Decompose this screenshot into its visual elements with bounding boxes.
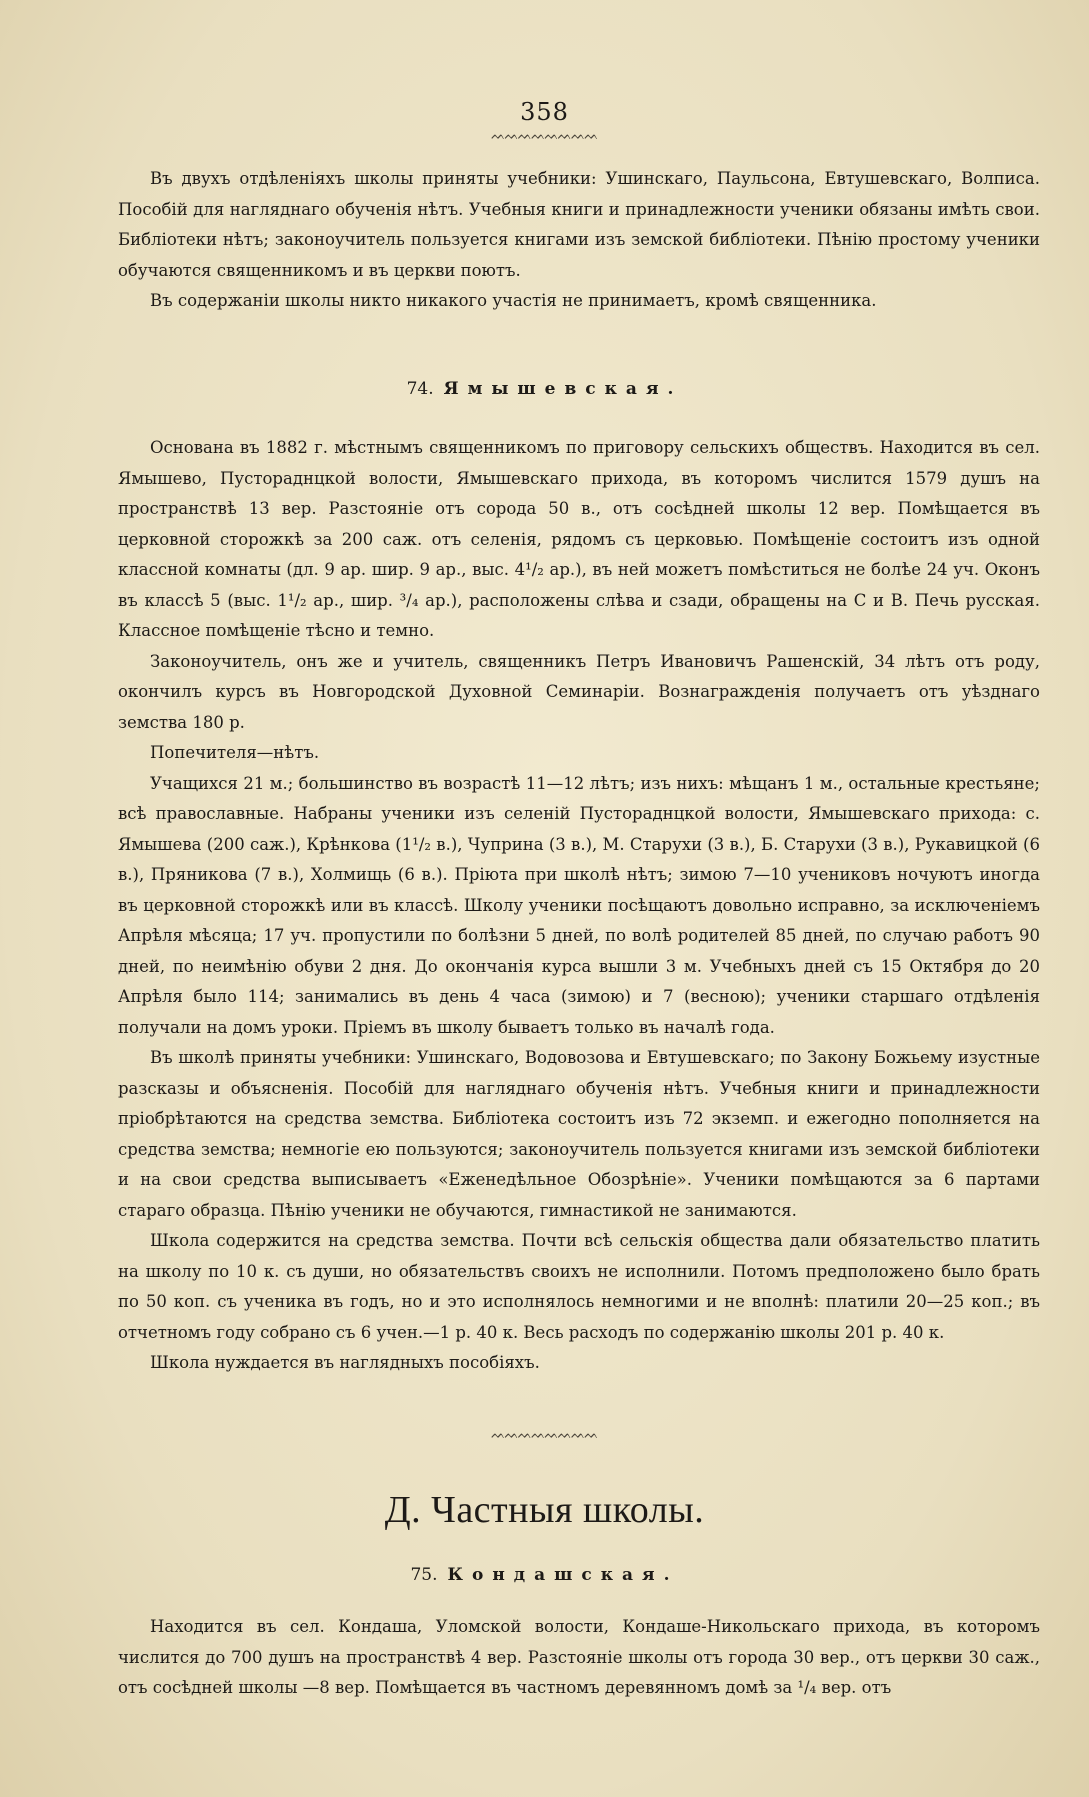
section-heading-74 [0, 379, 1089, 399]
paragraph: Школа содержится на средства земства. Почти всѣ сельскія общества дали обязательство платить на школу по 10 к. съ души, но обязательствъ своихъ не исполнили. Потомъ предположено было брать по 50 коп. съ ученика въ годъ, но и это исполнялось немногими и не вполнѣ: платили 20—25 коп.; въ отчетномъ году собрано съ 6 учен.—1 р. 40 к. Весь расходъ по содержанію школы 201 р. 40 к. [118, 1231, 1040, 1342]
section-title: Кондашская. [447, 1565, 679, 1585]
paragraph: Основана въ 1882 г. мѣстнымъ священникомъ по приговору сельскихъ обществъ. Находится въ сел. Ямышево, Пустораднцкой волости, Ямышевскаго прихода, въ которомъ числится 1579 душъ на пространствѣ 13 вер. Разстояніе отъ сорода 50 в., отъ сосѣдней школы 12 вер. Помѣщается въ церковной сторожкѣ за 200 саж. отъ селенія, рядомъ съ церковью. Помѣщеніе состоитъ изъ одной классной комнаты (дл. 9 ар. шир. 9 ар., выс. 4¹/₂ ар.), въ ней можетъ помѣститься не болѣе 24 уч. Оконъ въ классѣ 5 (выс. 1¹/₂ ар., шир. ³/₄ ар.), расположены слѣва и сзади, обращены на С и В. Печь русская. Классное помѣщеніе тѣсно и темно. [118, 438, 1040, 640]
section-heading-75 [0, 1565, 1089, 1585]
ornament-divider-top: ᨓᨓᨓᨓᨓᨓᨓᨓ [491, 128, 598, 142]
page-number: 358 [520, 98, 569, 126]
paragraph: Въ двухъ отдѣленіяхъ школы приняты учебники: Ушинскаго, Паульсона, Евтушевскаго, Волписа. Пособій для нагляднаго обученія нѣтъ. Учебныя книги и принадлежности ученики обязаны имѣть свои. Библіотеки нѣтъ; законоучитель пользуется книгами изъ земской библіотеки. Пѣнію простому ученики обучаются священникомъ и въ церкви поютъ. [118, 169, 1040, 280]
paragraph: Школа нуждается въ наглядныхъ пособіяхъ. [150, 1353, 540, 1372]
chapter-title: Д. Частныя школы. [384, 1489, 705, 1531]
section-title: Ямышевская. [443, 379, 683, 399]
paragraph: Въ школѣ приняты учебники: Ушинскаго, Водовозова и Евтушевскаго; по Закону Божьему изустные разсказы и объясненія. Пособій для нагляднаго обученія нѣтъ. Учебныя книги и принадлежности пріобрѣтаются на средства земства. Библіотека состоитъ изъ 72 экземп. и ежегодно пополняется на средства земства; немногіе ею пользуются; законоучитель пользуется книгами изъ земской библіотеки и на свои средства выписываетъ «Еженедѣльное Обозрѣніе». Ученики помѣщаются за 6 партами стараго образца. Пѣнію ученики не обучаются, гимнастикой не занимаются. [118, 1048, 1040, 1220]
paragraph: Законоучитель, онъ же и учитель, священникъ Петръ Ивановичъ Рашенскій, 34 лѣтъ отъ роду, окончилъ курсъ въ Новгородской Духовной Семинаріи. Вознагражденія получаетъ отъ уѣзднаго земства 180 р. [118, 651, 1040, 732]
paragraph: Попечителя—нѣтъ. [150, 743, 320, 762]
ornament-divider-middle: ᨓᨓᨓᨓᨓᨓᨓᨓ [491, 1427, 598, 1441]
paragraph: Находится въ сел. Кондаша, Уломской волости, Кондаше-Никольскаго прихода, въ которомъ числится до 700 душъ на пространствѣ 4 вер. Разстояніе школы отъ города 30 вер., отъ церкви 30 саж., отъ сосѣдней школы —8 вер. Помѣщается въ частномъ деревянномъ домѣ за ¹/₄ вер. отъ [118, 1617, 1040, 1697]
text-block-75 [118, 1612, 1040, 1704]
paragraph: Въ содержаніи школы никто никакого участія не принимаетъ, кромѣ священника. [150, 291, 877, 310]
section-number: 74. [406, 379, 434, 399]
text-block-74 [118, 433, 1040, 1379]
section-number: 75. [410, 1565, 438, 1585]
text-block-top [118, 164, 1040, 317]
paragraph: Учащихся 21 м.; большинство въ возрастѣ 11—12 лѣтъ; изъ нихъ: мѣщанъ 1 м., остальные крестьяне; всѣ православные. Набраны ученики изъ селеній Пустораднцкой волости, Ямышевскаго прихода: с. Ямышева (200 саж.), Крѣнкова (1¹/₂ в.), Чуприна (3 в.), М. Старухи (3 в.), Б. Старухи (3 в.), Рукавицкой (6 в.), Пряникова (7 в.), Холмищь (6 в.). Пріюта при школѣ нѣтъ; зимою 7—10 учениковъ ночуютъ иногда въ церковной сторожкѣ или въ классѣ. Школу ученики посѣщаютъ довольно исправно, за исключеніемъ Апрѣля мѣсяца; 17 уч. пропустили по болѣзни 5 дней, по волѣ родителей 85 дней, по случаю работъ 90 дней, по неимѣнію обуви 2 дня. До окончанія курса вышли 3 м. Учебныхъ дней съ 15 Октября до 20 Апрѣля было 114; занимались въ день 4 часа (зимою) и 7 (весною); ученики старшаго отдѣленія получали на домъ уроки. Пріемъ въ школу бываетъ только въ началѣ года. [118, 773, 1040, 1037]
